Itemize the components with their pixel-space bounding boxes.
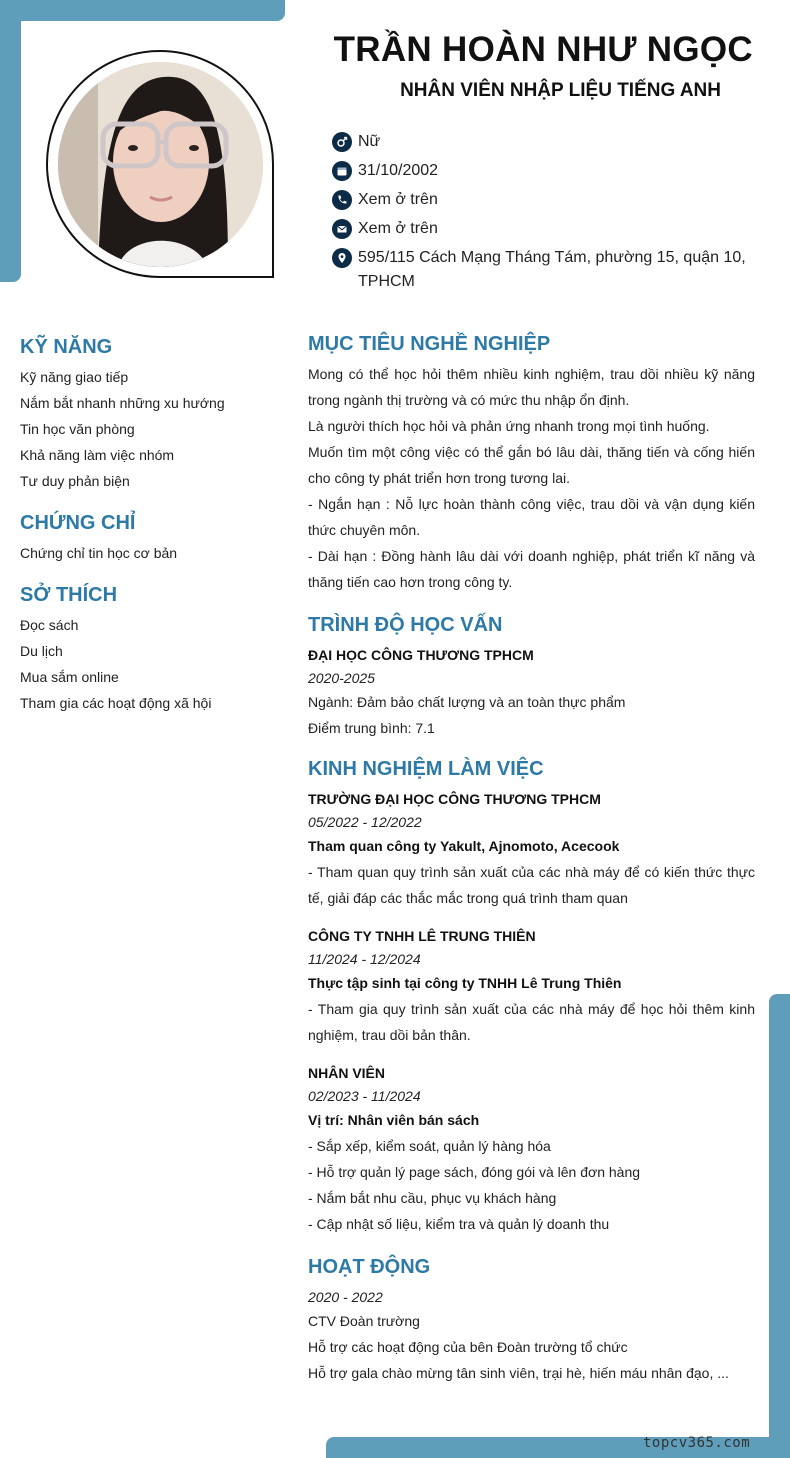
activity-detail: Hỗ trợ các hoạt động của bên Đoàn trường tổ chức: [308, 1339, 628, 1355]
calendar-icon: [332, 161, 352, 181]
activity-org: CTV Đoàn trường: [308, 1313, 420, 1329]
job-detail: - Tham quan quy trình sản xuất của các nhà máy để có kiến thức thực tế, giải đáp các thắc mắc trong quá trình tham quan: [308, 864, 755, 906]
job-org: CÔNG TY TNHH LÊ TRUNG THIÊN: [308, 928, 536, 944]
experience-section: [308, 755, 755, 1237]
objective-paragraph: Muốn tìm một công việc có thể gắn bó lâu dài, thăng tiến và cống hiến cho công ty phát triển hơn trong tương lai.: [308, 444, 755, 486]
contact-address: [332, 246, 762, 294]
hobby-item: Tham gia các hoạt động xã hội: [20, 695, 212, 711]
hobby-item: Đọc sách: [20, 617, 79, 633]
job-org: NHÂN VIÊN: [308, 1065, 386, 1081]
skill-item: Tư duy phản biện: [20, 473, 130, 489]
phone-icon: [332, 190, 352, 210]
contact-gender: [332, 130, 762, 154]
candidate-name: TRẦN HOÀN NHƯ NGỌC: [333, 30, 753, 69]
job-entry: [308, 787, 755, 911]
contact-birthday: [332, 159, 762, 183]
skill-item: Khả năng làm việc nhóm: [20, 447, 175, 463]
hobby-item: Du lịch: [20, 643, 63, 659]
gender-icon: [332, 132, 352, 152]
decor-bar-left: [0, 0, 21, 282]
contact-text: Nữ: [358, 133, 381, 150]
skill-item: Kỹ năng giao tiếp: [20, 369, 129, 385]
job-entry: [308, 1061, 755, 1237]
objective-paragraph: Mong có thể học hỏi thêm nhiều kinh nghiệm, trau dồi nhiều kỹ năng trong ngành thị trường và có mức thu nhập ổn định.: [308, 366, 755, 408]
hobbies-section: [20, 581, 285, 716]
right-column: [308, 330, 755, 1386]
job-period: 05/2022 - 12/2022: [308, 814, 422, 830]
contact-text: 31/10/2002: [358, 162, 439, 179]
contact-text: Xem ở trên: [358, 191, 438, 208]
school-name: ĐẠI HỌC CÔNG THƯƠNG TPHCM: [308, 647, 534, 663]
education-period: 2020-2025: [308, 670, 375, 686]
contact-email[interactable]: [332, 217, 762, 241]
contact-list: [332, 130, 762, 299]
skill-item: Nắm bắt nhanh những xu hướng: [20, 395, 225, 411]
hobby-item: Mua sắm online: [20, 669, 119, 685]
job-org: TRƯỜNG ĐẠI HỌC CÔNG THƯƠNG TPHCM: [308, 791, 601, 807]
job-detail: - Cập nhật số liệu, kiểm tra và quản lý doanh thu: [308, 1216, 610, 1232]
skill-item: Tin học văn phòng: [20, 421, 135, 437]
education-section: [308, 611, 755, 741]
section-title: KỸ NĂNG: [20, 336, 113, 358]
decor-bar-right: [769, 994, 790, 1458]
skills-section: [20, 333, 285, 494]
contact-text: Xem ở trên: [358, 220, 438, 237]
objective-section: [308, 330, 755, 595]
job-detail: - Tham gia quy trình sản xuất của các nhà máy để học hỏi thêm kinh nghiệm, trau dồi bản thân.: [308, 1001, 755, 1043]
activities-section: [308, 1253, 755, 1386]
job-entry: [308, 924, 755, 1048]
education-major: Ngành: Đảm bảo chất lượng và an toàn thực phẩm: [308, 694, 626, 710]
objective-paragraph: - Dài hạn : Đồng hành lâu dài với doanh nghiệp, phát triển kĩ năng và thăng tiến cao hơn trong công ty.: [308, 548, 755, 590]
certificate-item: Chứng chỉ tin học cơ bản: [20, 545, 178, 561]
email-icon: [332, 219, 352, 239]
education-gpa: Điểm trung bình: 7.1: [308, 720, 435, 736]
contact-phone[interactable]: [332, 188, 762, 212]
job-role: Thực tập sinh tại công ty TNHH Lê Trung Thiên: [308, 975, 622, 991]
decor-bar-top: [0, 0, 285, 21]
activity-period: 2020 - 2022: [308, 1289, 383, 1305]
left-column: [20, 333, 285, 716]
job-title: NHÂN VIÊN NHẬP LIỆU TIẾNG ANH: [400, 80, 721, 101]
location-icon: [332, 248, 352, 268]
section-title: TRÌNH ĐỘ HỌC VẤN: [308, 614, 503, 636]
objective-paragraph: - Ngắn hạn : Nỗ lực hoàn thành công việc, trau dồi và vận dụng kiến thức chuyên môn.: [308, 496, 755, 538]
job-period: 02/2023 - 11/2024: [308, 1088, 421, 1104]
section-title: HOẠT ĐỘNG: [308, 1256, 431, 1278]
section-title: SỞ THÍCH: [20, 584, 118, 606]
profile-photo: [58, 62, 263, 267]
certificates-section: [20, 509, 285, 566]
activity-detail: Hỗ trợ gala chào mừng tân sinh viên, trại hè, hiến máu nhân đạo, ...: [308, 1365, 729, 1381]
contact-text: 595/115 Cách Mạng Tháng Tám, phường 15, quận 10, TPHCM: [358, 249, 746, 290]
job-detail: - Nắm bắt nhu cầu, phục vụ khách hàng: [308, 1190, 557, 1206]
job-period: 11/2024 - 12/2024: [308, 951, 421, 967]
job-role: Vị trí: Nhân viên bán sách: [308, 1112, 480, 1128]
job-role: Tham quan công ty Yakult, Ajnomoto, Acecook: [308, 838, 620, 854]
watermark: topcv365.com: [643, 1435, 751, 1451]
objective-paragraph: Là người thích học hỏi và phản ứng nhanh trong mọi tình huống.: [308, 418, 710, 434]
section-title: KINH NGHIỆM LÀM VIỆC: [308, 758, 544, 780]
section-title: CHỨNG CHỈ: [20, 512, 136, 534]
job-detail: - Hỗ trợ quản lý page sách, đóng gói và lên đơn hàng: [308, 1164, 641, 1180]
job-detail: - Sắp xếp, kiểm soát, quản lý hàng hóa: [308, 1138, 551, 1154]
section-title: MỤC TIÊU NGHỀ NGHIỆP: [308, 333, 551, 355]
